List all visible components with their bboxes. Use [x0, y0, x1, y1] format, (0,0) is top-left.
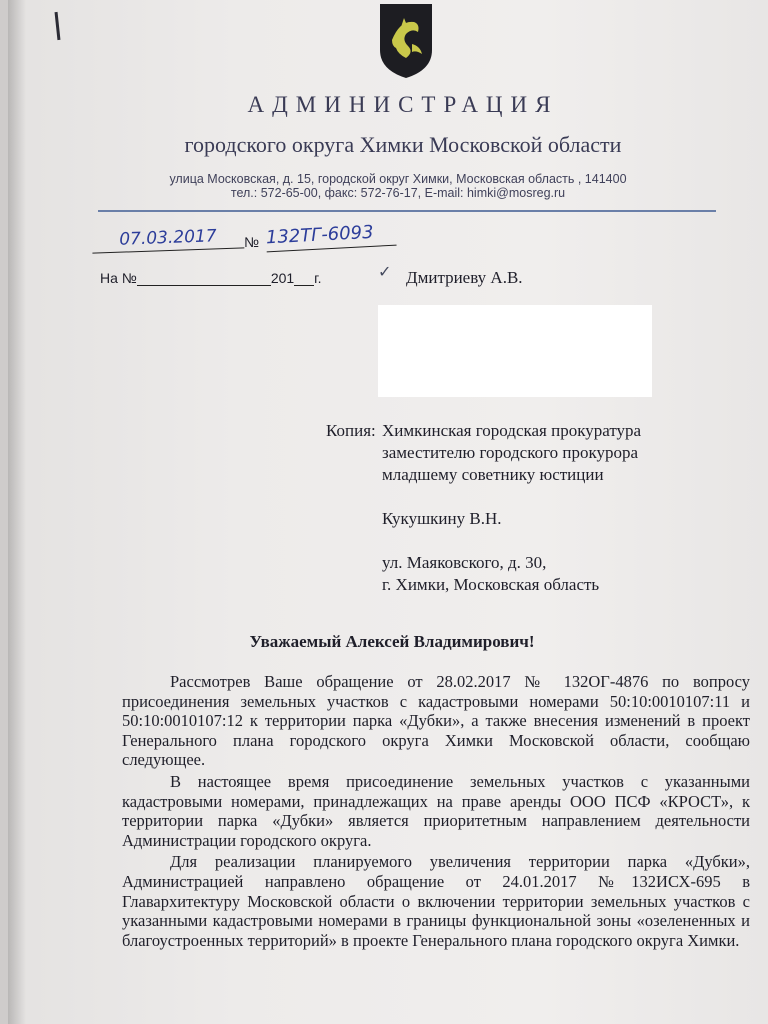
- reference-year-blank: [294, 285, 314, 286]
- outgoing-number: 132ТГ-6093: [265, 221, 396, 253]
- reference-year: 201: [270, 270, 295, 286]
- copy-org-line: заместителю городского прокурора: [382, 443, 639, 462]
- header-address: улица Московская, д. 15, городской округ Химки, Московская область , 141400: [169, 172, 627, 186]
- copy-label: Копия:: [326, 421, 376, 440]
- redacted-address-block: [378, 305, 652, 397]
- reference-number-blank: [137, 285, 271, 286]
- pen-mark: [55, 12, 61, 40]
- check-mark-icon: ✓: [378, 264, 392, 281]
- outgoing-number-label: №: [244, 234, 260, 250]
- copy-address-line: г. Химки, Московская область: [382, 575, 600, 594]
- reference-prefix: На №: [100, 270, 137, 286]
- outgoing-date: 07.03.2017: [92, 225, 245, 253]
- header-title: АДМИНИСТРАЦИЯ: [247, 92, 559, 117]
- letter-body: [122, 672, 750, 952]
- copy-address-line: ул. Маяковского, д. 30,: [382, 553, 547, 572]
- body-paragraph: Для реализации планируемого увеличения территории парка «Дубки», Администрацией направлено обращение от 24.01.2017 №132ИСХ-695 в Главархитектуру Московской области о включении территории земельных участков с указанными кадастровыми номерами в границы функциональной зоны «озелененных и благоустроенных территорий» в проекте Генерального плана городского округа Химки.: [122, 852, 750, 950]
- copy-org-line: Химкинская городская прокуратура: [382, 421, 642, 440]
- header-contacts: тел.: 572-65-00, факс: 572-76-17, E-mail: himki@mosreg.ru: [230, 186, 566, 200]
- letter-sheet: [8, 0, 768, 1024]
- body-paragraph: Рассмотрев Ваше обращение от 28.02.2017 № 132ОГ-4876 по вопросу присоединения земельных участков с кадастровыми номерами 50:10:0010107:11 и 50:10:0010107:12 к территории парка «Дубки», а также внесения изменений в проект Генерального плана городского округа Химки Московской области, сообщаю следующее.: [122, 672, 750, 770]
- header-subtitle: городского округа Химки Московской области: [184, 132, 622, 157]
- reference-year-suffix: г.: [314, 270, 322, 286]
- greeting: Уважаемый Алексей Владимирович!: [249, 632, 535, 651]
- reference-line: [100, 270, 321, 286]
- city-coat-of-arms-icon: [374, 0, 438, 82]
- body-paragraph: В настоящее время присоединение земельных участков с указанными кадастровыми номерами, принадлежащих на праве аренды ООО ПСФ «КРОСТ», к территории парка «Дубки» является приоритетным направлением деятельности Администрации городского округа.: [122, 771, 750, 850]
- header-divider: [98, 210, 716, 212]
- copy-person: Кукушкину В.Н.: [382, 509, 502, 528]
- copy-org-line: младшему советнику юстиции: [382, 465, 604, 484]
- copy-recipient-block: [326, 420, 641, 596]
- addressee: Дмитриеву А.В.: [406, 268, 523, 287]
